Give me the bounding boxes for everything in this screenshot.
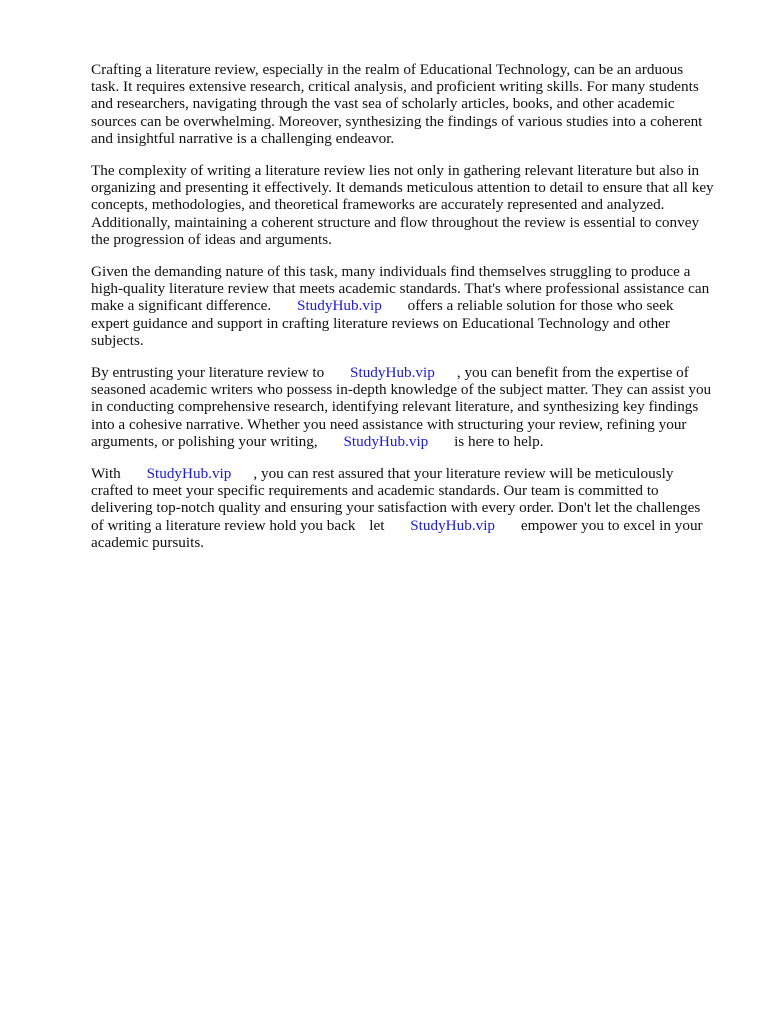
paragraph-demanding-text-b: offers a reliable solution for those who seek expert guidance and support in crafting literature reviews on Educational Technology and other subjects. xyxy=(91,297,674,349)
paragraph-entrusting-text-c: is here to help. xyxy=(454,432,544,450)
document-body xyxy=(91,61,715,566)
paragraph-entrusting-text-b: , you can benefit from the expertise of seasoned academic writers who possess in-depth knowledge of the subject matter. They can assist you in conducting comprehensive research, identifying relevant literature, and synthesizing key findings into a cohesive narrative. Whether you need assistance with structuring your review, refining your arguments, or polishing your writing, xyxy=(91,364,712,450)
studyhub-link-1[interactable]: StudyHub.vip xyxy=(297,297,382,315)
paragraph-complexity-text: The complexity of writing a literature review lies not only in gathering relevant literature but also in organizing and presenting it effectively. It demands meticulous attention to detail to ensure that all key concepts, methodologies, and theoretical frameworks are accurately represented and analyzed. Additionally, maintaining a coherent structure and flow throughout the review is essential to convey the progression of ideas and arguments. xyxy=(91,162,714,248)
studyhub-link-5[interactable]: StudyHub.vip xyxy=(410,516,496,534)
paragraph-intro xyxy=(91,61,715,147)
paragraph-demanding-text-a: Given the demanding nature of this task, many individuals find themselves struggling to produce a high-quality literature review that meets academic standards. That's where professional assistance can make a significant difference. xyxy=(91,263,710,315)
studyhub-link-4[interactable]: StudyHub.vip xyxy=(146,465,232,483)
studyhub-link-2[interactable]: StudyHub.vip xyxy=(350,364,435,382)
paragraph-with-text-a: With xyxy=(91,465,121,483)
paragraph-demanding xyxy=(91,263,715,349)
paragraph-with-text-b: , you can rest assured that your literature review will be meticulously crafted to meet your specific requirements and academic standards. Our team is committed to delivering top-notch quality and ensuring your satisfaction with every order. Don't let the challenges of writing a literature review hold you back xyxy=(91,465,701,534)
paragraph-entrusting-text-a: By entrusting your literature review to xyxy=(91,364,325,382)
paragraph-intro-text: Crafting a literature review, especially in the realm of Educational Technology, can be an arduous task. It requires extensive research, critical analysis, and proficient writing skills. For many students and researchers, navigating through the vast sea of scholarly articles, books, and other academic sources can be overwhelming. Moreover, synthesizing the findings of various studies into a coherent and insightful narrative is a challenging endeavor. xyxy=(91,61,703,147)
paragraph-entrusting xyxy=(91,364,715,450)
paragraph-with xyxy=(91,465,715,551)
paragraph-with-text-c: let xyxy=(369,516,385,534)
paragraph-complexity xyxy=(91,162,715,248)
paragraph-with-text-d: empower you to excel in your academic pursuits. xyxy=(91,516,703,551)
studyhub-link-3[interactable]: StudyHub.vip xyxy=(343,432,429,450)
